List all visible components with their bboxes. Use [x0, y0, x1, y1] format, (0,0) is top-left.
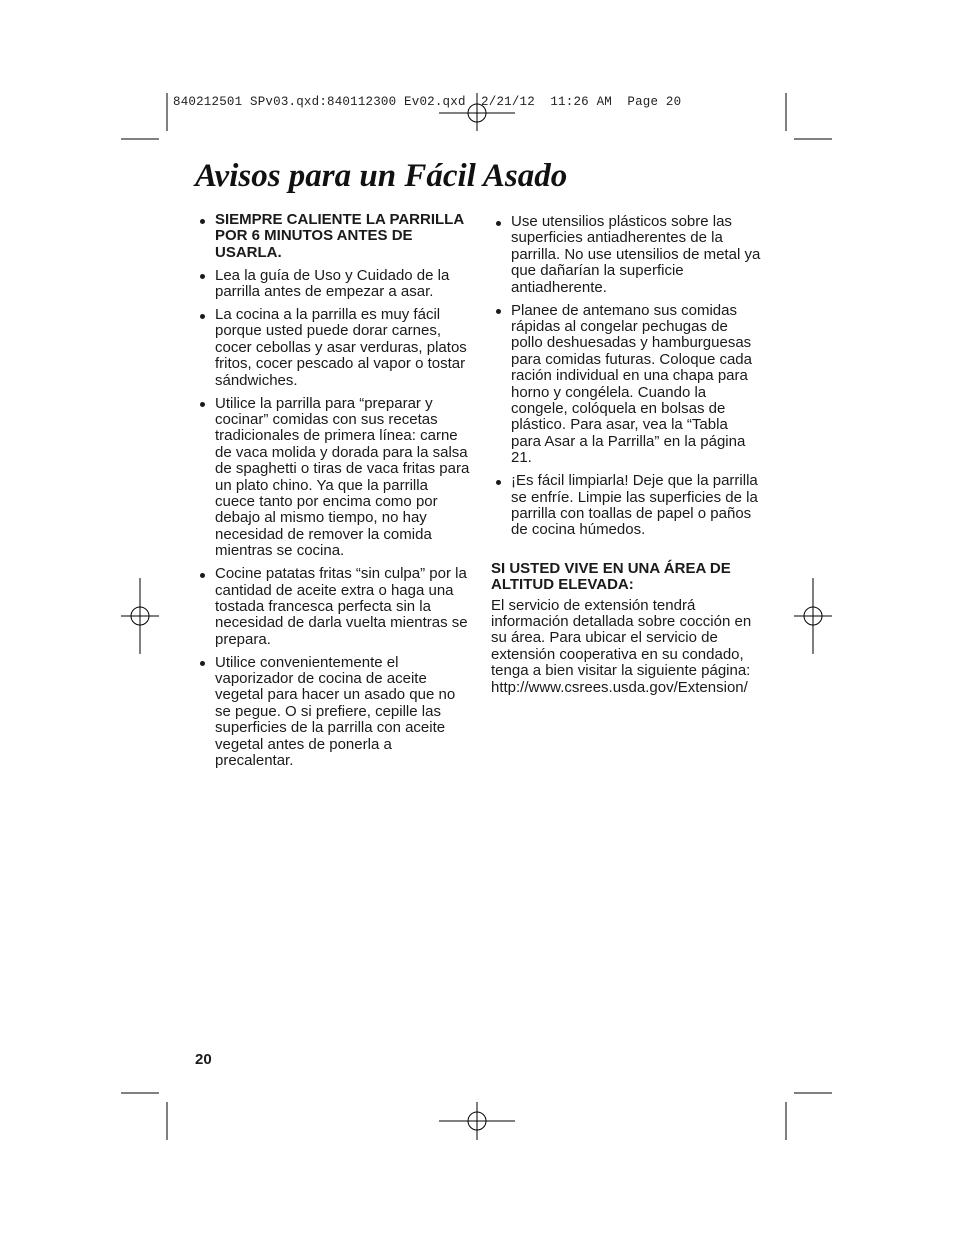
list-item: La cocina a la parrilla es muy fácil porque usted puede dorar carnes, cocer cebollas y asar verduras, platos fritos, cocer pescado al vapor o tostar sándwiches. — [195, 307, 470, 389]
tips-list-left — [195, 212, 470, 770]
list-item: Lea la guía de Uso y Cuidado de la parrilla antes de empezar a asar. — [195, 268, 470, 301]
tips-list-right — [491, 214, 761, 539]
list-item: SIEMPRE CALIENTE LA PARRILLA POR 6 MINUTOS ANTES DE USARLA. — [195, 212, 470, 261]
list-item: Utilice convenientemente el vaporizador de cocina de aceite vegetal para hacer un asado que no se pegue. O si prefiere, cepille las superficies de la parrilla con aceite vegetal antes de ponerla a precalentar. — [195, 655, 470, 770]
list-item: Use utensilios plásticos sobre las superficies antiadherentes de la parrilla. No use utensilios de metal ya que dañarían la superficie antiadherente. — [491, 214, 761, 296]
page-number: 20 — [195, 1051, 212, 1068]
file-slug: 840212501 SPv03.qxd:840112300 Ev02.qxd 2/21/12 11:26 AM Page 20 — [173, 95, 682, 109]
list-item: ¡Es fácil limpiarla! Deje que la parrilla se enfríe. Limpie las superficies de la parrilla con toallas de papel o paños de cocina húmedos. — [491, 473, 761, 539]
section-paragraph: El servicio de extensión tendrá información detallada sobre cocción en su área. Para ubicar el servicio de extensión cooperativa en su condado, tenga a bien visitar la siguiente página: http://www.csrees.usda.gov/Extension/ — [491, 596, 752, 696]
section-subheading: SI USTED VIVE EN UNA ÁREA DE ALTITUD ELEVADA: — [491, 559, 731, 594]
left-column — [195, 212, 470, 776]
list-item: Planee de antemano sus comidas rápidas al congelar pechugas de pollo deshuesadas y hamburguesas para comidas futuras. Coloque cada ración individual en una chapa para horno y congélela. Cuando la congele, colóquela en bolsas de plástico. Para asar, vea la “Tabla para Asar a la Parrilla” en la página 21. — [491, 303, 761, 467]
list-item: Utilice la parrilla para “preparar y cocinar” comidas con sus recetas tradicionales de primera línea: carne de vaca molida y dorada para la salsa de spaghetti o tiras de vaca fritas para un plato chino. Ya que la parrilla cuece tanto por encima como por debajo al mismo tiempo, no hay necesidad de remover la comida mientras se cocina. — [195, 396, 470, 560]
right-column — [491, 214, 761, 696]
list-item: Cocine patatas fritas “sin culpa” por la cantidad de aceite extra o haga una tostada francesca perfecta sin la necesidad de darla vuelta mientras se prepara. — [195, 566, 470, 648]
page-title: Avisos para un Fácil Asado — [195, 158, 568, 194]
